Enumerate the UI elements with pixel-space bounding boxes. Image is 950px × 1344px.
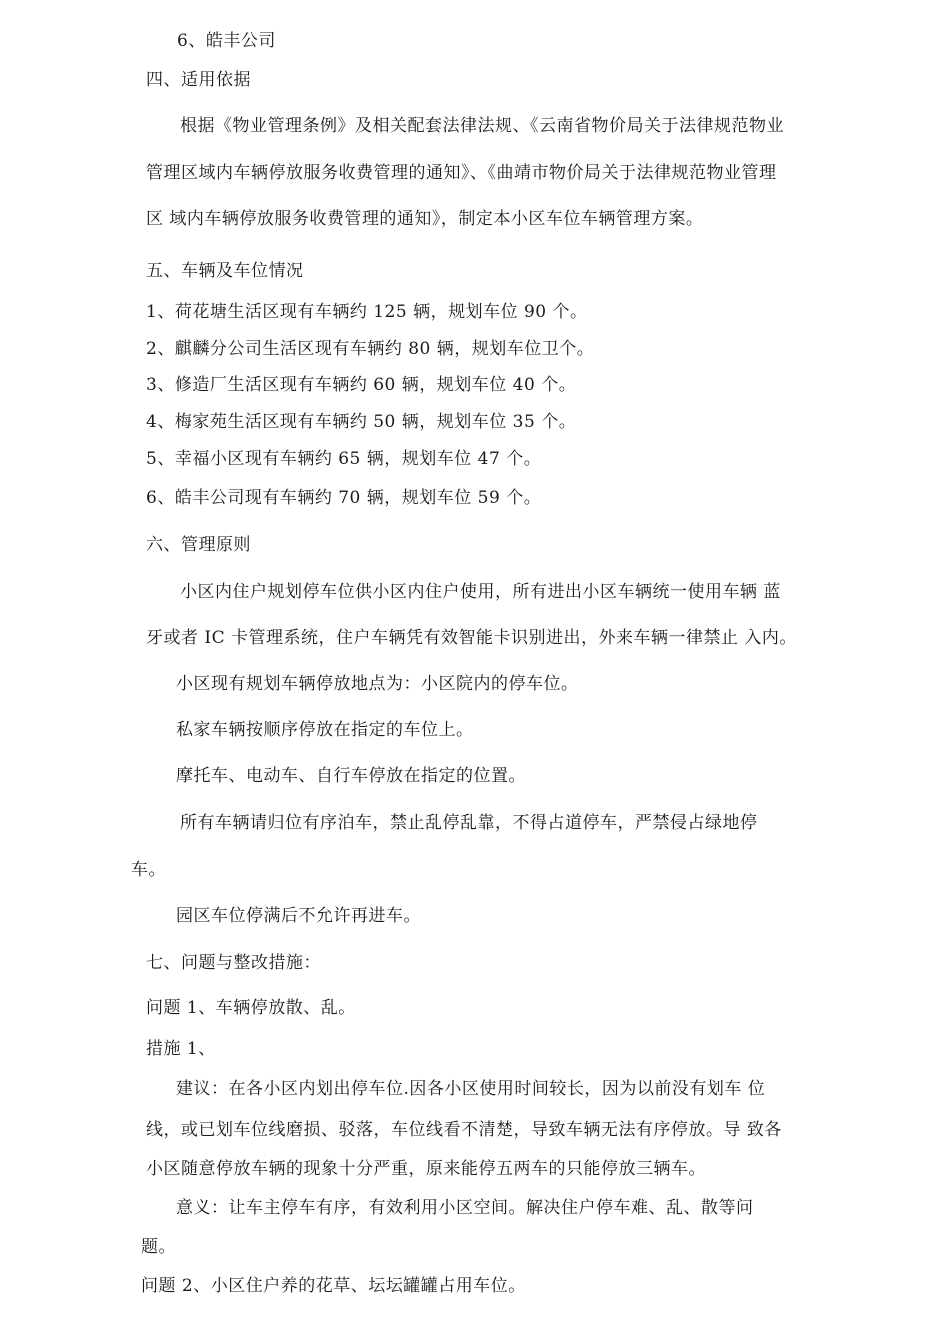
paragraph-line: 摩托车、电动车、自行车停放在指定的位置。 [176,766,526,786]
text-line: 6、皓丰公司 [177,31,276,51]
list-item: 6、皓丰公司现有车辆约 70 辆，规划车位 59 个。 [146,488,542,508]
problem-line: 问题 1、车辆停放散、乱。 [146,998,356,1018]
section-heading: 七、问题与整改措施： [146,953,321,973]
paragraph-line: 意义：让车主停车有序，有效利用小区空间。解决住户停车难、乱、散等问 [176,1198,754,1218]
list-item: 5、幸福小区现有车辆约 65 辆，规划车位 47 个。 [146,449,542,469]
paragraph-line: 根据《物业管理条例》及相关配套法律法规、《云南省物价局关于法律规范物业 [180,116,784,136]
section-heading: 四、适用依据 [146,70,251,90]
paragraph-line: 小区内住户规划停车位供小区内住户使用，所有进出小区车辆统一使用车辆 蓝 [180,582,781,602]
paragraph-line: 小区现有规划车辆停放地点为：小区院内的停车位。 [176,674,579,694]
paragraph-line: 线，或已划车位线磨损、驳落，车位线看不清楚，导致车辆无法有序停放。导 致各 [146,1120,782,1140]
paragraph-line: 园区车位停满后不允许再进车。 [176,906,421,926]
paragraph-line: 所有车辆请归位有序泊车，禁止乱停乱靠，不得占道停车，严禁侵占绿地停 [180,813,758,833]
section-heading: 五、车辆及车位情况 [146,261,304,281]
section-heading: 六、管理原则 [146,535,251,555]
problem-line: 问题 2、小区住户养的花草、坛坛罐罐占用车位。 [141,1276,526,1296]
paragraph-line: 小区随意停放车辆的现象十分严重，原来能停五两车的只能停放三辆车。 [146,1159,706,1179]
list-item: 2、麒麟分公司生活区现有车辆约 80 辆，规划车位卫个。 [146,339,595,359]
measure-line: 措施 1、 [146,1039,216,1059]
paragraph-line: 车。 [131,860,166,880]
paragraph-line: 题。 [141,1237,176,1257]
paragraph-line: 建议：在各小区内划出停车位.因各小区使用时间较长，因为以前没有划车 位 [176,1079,766,1099]
paragraph-line: 牙或者 IC 卡管理系统，住户车辆凭有效智能卡识别进出，外来车辆一律禁止 入内。 [146,628,797,648]
paragraph-line: 管理区域内车辆停放服务收费管理的通知》、《曲靖市物价局关于法律规范物业管理 [146,163,777,183]
paragraph-line: 私家车辆按顺序停放在指定的车位上。 [176,720,474,740]
paragraph-line: 区 域内车辆停放服务收费管理的通知》，制定本小区车位车辆管理方案。 [146,209,704,229]
list-item: 3、修造厂生活区现有车辆约 60 辆，规划车位 40 个。 [146,375,577,395]
list-item: 4、梅家苑生活区现有车辆约 50 辆，规划车位 35 个。 [146,412,577,432]
list-item: 1、荷花塘生活区现有车辆约 125 辆，规划车位 90 个。 [146,302,588,322]
